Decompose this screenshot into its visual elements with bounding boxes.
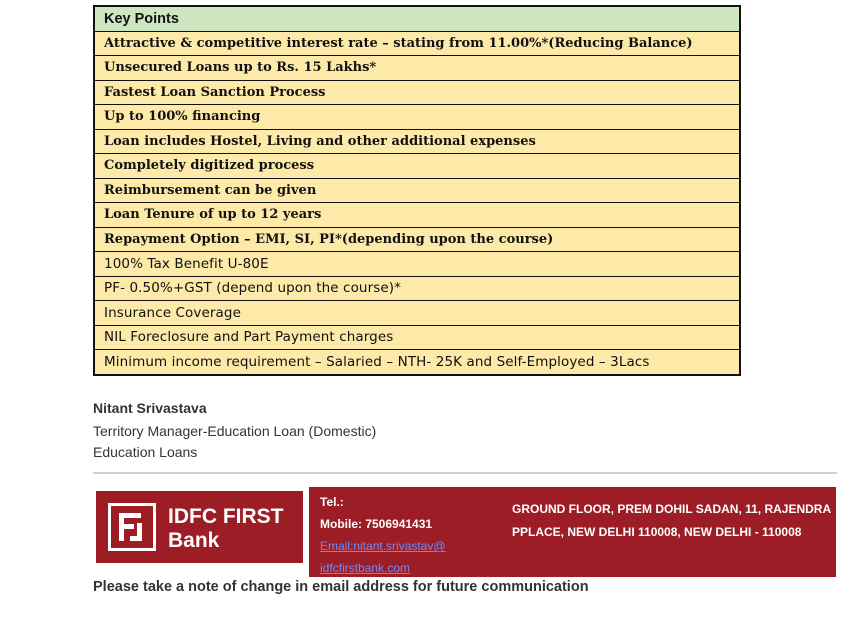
bank-logo-line1: IDFC FIRST <box>168 505 284 528</box>
table-row <box>94 129 740 154</box>
key-point-repayment: Repayment Option – EMI, SI, PI*(depending upon the course) <box>94 227 740 252</box>
table-row <box>94 325 740 350</box>
office-address: GROUND FLOOR, PREM DOHIL SADAN, 11, RAJENDRA PPLACE, NEW DELHI 110008, NEW DELHI - 110008 <box>512 502 831 539</box>
email-change-note: Please take a note of change in email address for future communication <box>93 579 589 595</box>
table-row <box>94 178 740 203</box>
key-points-table <box>93 5 741 376</box>
table-row <box>94 276 740 301</box>
table-row <box>94 252 740 277</box>
key-point-unsecured-loans: Unsecured Loans up to Rs. 15 Lakhs* <box>94 56 740 81</box>
key-point-interest-rate: Attractive & competitive interest rate – stating from 11.00%*(Reducing Balance) <box>94 31 740 56</box>
key-point-processing-fee: PF- 0.50%+GST (depend upon the course)* <box>94 276 740 301</box>
key-point-sanction-process: Fastest Loan Sanction Process <box>94 80 740 105</box>
email-link-line1[interactable]: Email:nitant.srivastav@ <box>320 539 446 553</box>
table-row <box>94 203 740 228</box>
divider <box>93 472 837 474</box>
key-point-reimbursement: Reimbursement can be given <box>94 178 740 203</box>
signature-title: Territory Manager-Education Loan (Domestic) <box>93 423 377 439</box>
table-row <box>94 350 740 375</box>
table-header-row <box>94 6 740 31</box>
bank-logo <box>96 491 303 563</box>
signature-department: Education Loans <box>93 444 198 460</box>
key-point-digitized: Completely digitized process <box>94 154 740 179</box>
key-point-insurance: Insurance Coverage <box>94 301 740 326</box>
table-row <box>94 105 740 130</box>
email-link-line2[interactable]: idfcfirstbank.com <box>320 561 411 575</box>
mobile-number: Mobile: 7506941431 <box>320 517 433 531</box>
table-row <box>94 31 740 56</box>
key-point-tax-benefit: 100% Tax Benefit U-80E <box>94 252 740 277</box>
contact-details <box>320 491 446 579</box>
key-point-tenure: Loan Tenure of up to 12 years <box>94 203 740 228</box>
bank-logo-line2: Bank <box>168 529 220 552</box>
key-points-header: Key Points <box>94 6 740 31</box>
bank-logo-text <box>168 505 284 553</box>
table-row <box>94 301 740 326</box>
signature-name: Nitant Srivastava <box>93 400 207 416</box>
table-row <box>94 227 740 252</box>
key-point-financing: Up to 100% financing <box>94 105 740 130</box>
bank-logo-icon <box>108 503 156 551</box>
key-point-expenses: Loan includes Hostel, Living and other additional expenses <box>94 129 740 154</box>
contact-banner <box>309 487 836 577</box>
table-row <box>94 154 740 179</box>
tel-label: Tel.: <box>320 495 344 509</box>
table-row <box>94 56 740 81</box>
key-point-foreclosure: NIL Foreclosure and Part Payment charges <box>94 325 740 350</box>
table-row <box>94 80 740 105</box>
key-point-min-income: Minimum income requirement – Salaried – NTH- 25K and Self-Employed – 3Lacs <box>94 350 740 375</box>
